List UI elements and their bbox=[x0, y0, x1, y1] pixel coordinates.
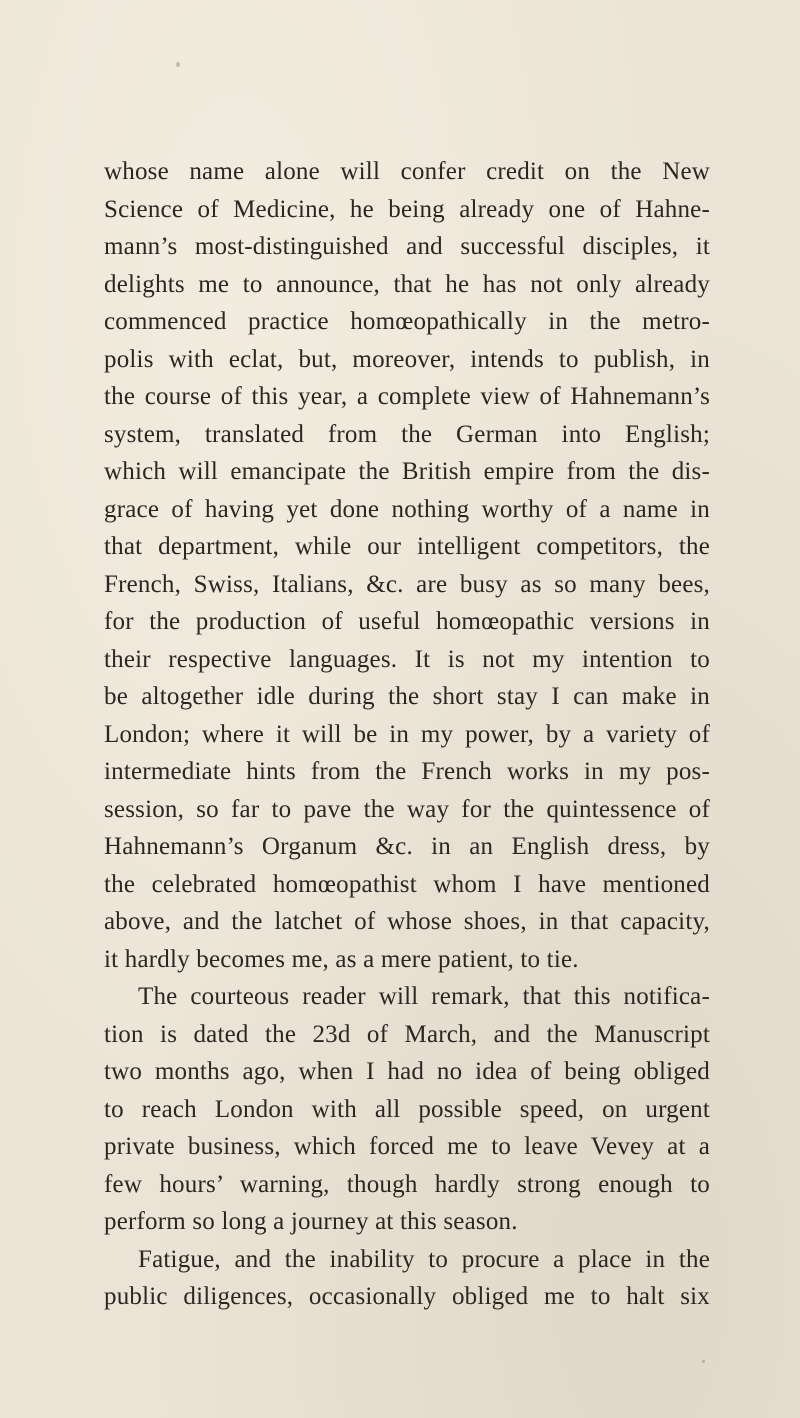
text-line: above, and the latchet of whose shoes, in that capacity, bbox=[104, 908, 710, 935]
text-line: for the production of useful homœopathic versions in bbox=[104, 608, 710, 635]
text-line: session, so far to pave the way for the quintessence of bbox=[104, 795, 710, 823]
paragraph-end-line: it hardly becomes me, as a mere patient, to tie. bbox=[104, 945, 579, 973]
paragraph-start-line: The courteous reader will remark, that this notifica- bbox=[138, 983, 710, 1010]
text-line: the course of this year, a complete view of Hahnemann’s bbox=[104, 383, 710, 410]
text-line: London; where it will be in my power, by a variety of bbox=[104, 720, 710, 748]
text-line: grace of having yet done nothing worthy of a name in bbox=[104, 495, 710, 523]
text-line: their respective languages. It is not my intention to bbox=[104, 645, 710, 673]
text-line: tion is dated the 23d of March, and the Manuscript bbox=[104, 1020, 710, 1048]
text-line: intermediate hints from the French works in my pos- bbox=[104, 758, 710, 785]
text-line: commenced practice homœopathically in the metro- bbox=[104, 308, 710, 335]
text-line: system, translated from the German into English; bbox=[104, 420, 710, 448]
body-text bbox=[104, 153, 710, 1316]
text-line: Science of Medicine, he being already one of Hahne- bbox=[104, 195, 710, 223]
text-line: that department, while our intelligent competitors, the bbox=[104, 533, 710, 560]
paragraph-start-line: Fatigue, and the inability to procure a place in the bbox=[138, 1245, 710, 1273]
text-line: few hours’ warning, though hardly strong enough to bbox=[104, 1170, 710, 1198]
text-line: French, Swiss, Italians, &c. are busy as so many bees, bbox=[104, 570, 710, 598]
text-line: to reach London with all possible speed, on urgent bbox=[104, 1095, 710, 1123]
paragraph-end-line: perform so long a journey at this season. bbox=[104, 1208, 518, 1235]
text-line: delights me to announce, that he has not only already bbox=[104, 270, 710, 298]
text-line: which will emancipate the British empire from the dis- bbox=[104, 458, 710, 485]
text-line: whose name alone will confer credit on the New bbox=[104, 158, 710, 185]
paper-speck bbox=[176, 62, 180, 67]
text-line: polis with eclat, but, moreover, intends to publish, in bbox=[104, 345, 710, 373]
text-line: the celebrated homœopathist whom I have mentioned bbox=[104, 870, 710, 898]
text-line: private business, which forced me to leave Vevey at a bbox=[104, 1133, 710, 1160]
text-line: mann’s most-distinguished and successful disciples, it bbox=[104, 233, 710, 260]
text-line: public diligences, occasionally obliged me to halt six bbox=[104, 1283, 710, 1310]
text-line: Hahnemann’s Organum &c. in an English dress, by bbox=[104, 833, 710, 860]
paper-speck bbox=[702, 1360, 705, 1363]
text-line: be altogether idle during the short stay I can make in bbox=[104, 683, 710, 710]
text-line: two months ago, when I had no idea of being obliged bbox=[104, 1058, 710, 1085]
